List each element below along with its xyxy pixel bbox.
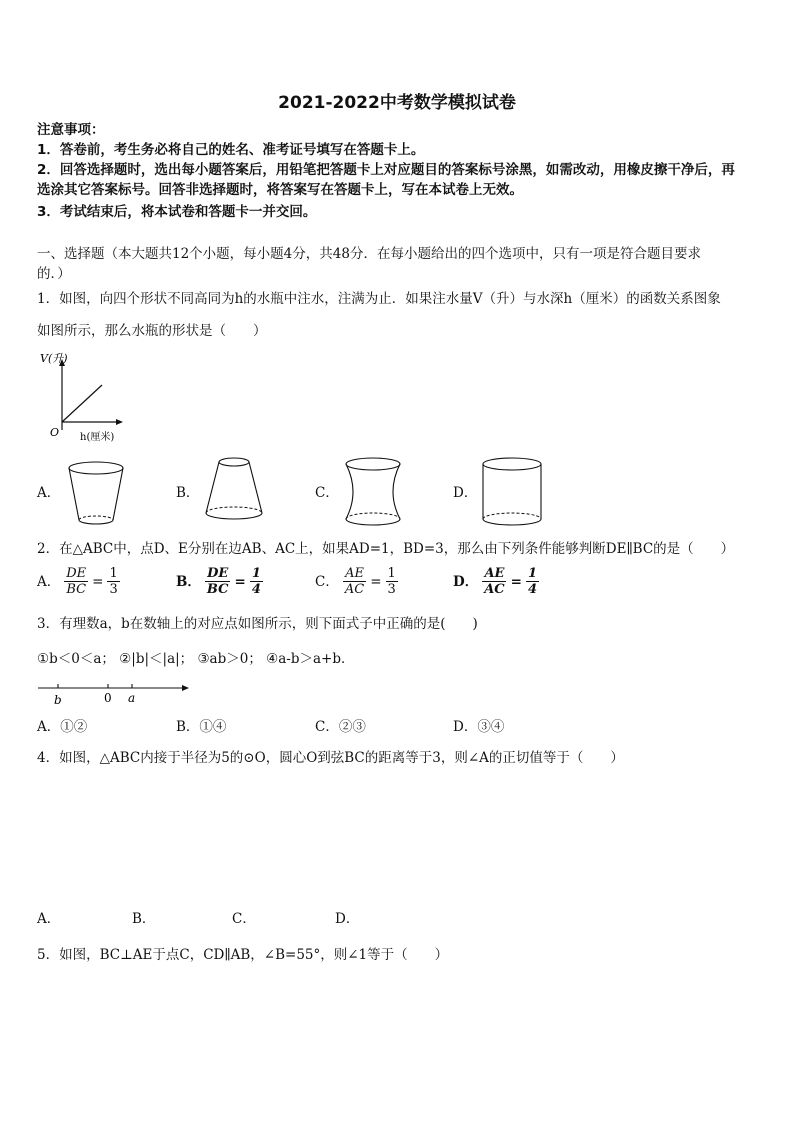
- q1-graph-y-label: V(升): [40, 352, 68, 365]
- q2-option-a-num: DE: [66, 566, 87, 581]
- q3-text: 3．有理数a，b在数轴上的对应点如图所示，则下面式子中正确的是( ): [37, 616, 478, 632]
- q5-text: 5．如图，BC⊥AE于点C，CD∥AB，∠B=55°，则∠1等于（ ）: [37, 947, 449, 963]
- q2-option-c-rden: 3: [387, 582, 396, 597]
- q3-option-a: A．①②: [37, 719, 88, 735]
- q2-option-d-rnum: 1: [527, 566, 538, 581]
- q2-option-a-den: BC: [66, 582, 87, 597]
- q1-option-c-label: C．: [315, 485, 339, 501]
- q2-option-b-rden: 4: [251, 582, 261, 597]
- q1-option-b-label: B．: [176, 485, 200, 501]
- q2-text: 2．在△ABC中，点D、E分别在边AB、AC上，如果AD=1，BD=3，那么由下列条件能够判断DE∥BC的是（ ）: [37, 541, 735, 557]
- q2-option-b-num: DE: [207, 566, 229, 581]
- page-title: 2021-2022中考数学模拟试卷: [278, 93, 516, 113]
- q1-option-d-bottle: [478, 455, 546, 529]
- q2-option-a-eq: =: [92, 573, 104, 590]
- notice-item-3: 3．考试结束后，将本试卷和答题卡一并交回。: [37, 204, 317, 220]
- q3-label-a: a: [128, 691, 136, 705]
- q2-option-c-rnum: 1: [387, 566, 396, 581]
- q1-option-a-bottle: [64, 458, 128, 530]
- q3-label-zero: 0: [104, 691, 112, 705]
- q2-option-a: [37, 566, 120, 597]
- q4-option-d: D．: [335, 911, 360, 927]
- q3-statements: ①b＜0＜a； ②|b|＜|a|； ③ab＞0； ④a-b＞a+b．: [37, 651, 355, 667]
- q2-option-a-rnum: 1: [109, 566, 118, 581]
- q2-option-d-rden: 4: [527, 582, 538, 597]
- q2-option-b: [176, 566, 263, 597]
- q3-axis-arrow: [182, 685, 189, 691]
- q2-option-b-rnum: 1: [251, 566, 261, 581]
- q2-option-d-den: AC: [484, 582, 505, 597]
- q2-option-c-label: C．: [315, 573, 339, 590]
- q4-option-a: A．: [37, 911, 61, 927]
- q3-number-line: [36, 678, 196, 708]
- q3-option-c: C．②③: [315, 719, 366, 735]
- q1-text-line2: 如图所示，那么水瓶的形状是（ ）: [37, 323, 267, 339]
- q2-option-c-num: AE: [345, 566, 364, 581]
- q1-option-a-label: A．: [37, 485, 61, 501]
- q4-option-b: B．: [132, 911, 156, 927]
- section-1-heading-line2: 的．）: [37, 266, 71, 282]
- q1-option-b-bottle: [200, 455, 268, 527]
- q4-option-c: C．: [232, 911, 256, 927]
- q2-option-d: [453, 566, 539, 597]
- q2-option-b-den: BC: [206, 582, 229, 597]
- notice-item-2-line2: 选涂其它答案标号。回答非选择题时，将答案写在答题卡上，写在本试卷上无效。: [37, 182, 523, 198]
- q1-text-line1: 1．如图，向四个形状不同高同为h的水瓶中注水，注满为止．如果注水量V（升）与水深h（厘米）的函数关系图象: [37, 291, 721, 307]
- q1-option-c-bottle: [340, 455, 406, 529]
- notice-item-1: 1．答卷前，考生务必将自己的姓名、准考证号填写在答题卡上。: [37, 142, 425, 158]
- q2-option-a-label: A．: [37, 573, 61, 590]
- q1-option-d-label: D．: [453, 485, 478, 501]
- notice-heading: 注意事项：: [37, 122, 105, 138]
- q2-option-d-eq: =: [510, 573, 522, 590]
- q2-option-d-num: AE: [484, 566, 505, 581]
- q1-graph: [38, 350, 138, 445]
- section-1-heading-line1: 一、选择题（本大题共12个小题，每小题4分，共48分．在每小题给出的四个选项中，只有一项是符合题目要求: [37, 246, 701, 262]
- q1-graph-line: [62, 385, 102, 422]
- q1-graph-origin: O: [50, 426, 60, 439]
- q4-text: 4．如图，△ABC内接于半径为5的⊙O，圆心O到弦BC的距离等于3，则∠A的正切值等于（ ）: [37, 750, 624, 766]
- q2-option-c: [315, 566, 398, 597]
- q2-option-b-label: B．: [176, 573, 201, 590]
- q3-option-b: B．①④: [176, 719, 227, 735]
- q1-graph-x-label: h(厘米): [80, 432, 115, 443]
- notice-item-2-line1: 2．回答选择题时，选出每小题答案后，用铅笔把答题卡上对应题目的答案标号涂黑，如需改动，用橡皮擦干净后，再: [37, 162, 735, 178]
- q2-option-b-eq: =: [234, 573, 246, 590]
- q3-label-b: b: [54, 693, 62, 707]
- q2-option-d-label: D．: [453, 573, 479, 590]
- q2-option-c-eq: =: [370, 573, 382, 590]
- q1-graph-x-arrow: [116, 419, 123, 425]
- q2-option-c-den: AC: [344, 582, 365, 597]
- q2-option-a-rden: 3: [109, 582, 118, 597]
- q3-option-d: D．③④: [453, 719, 505, 735]
